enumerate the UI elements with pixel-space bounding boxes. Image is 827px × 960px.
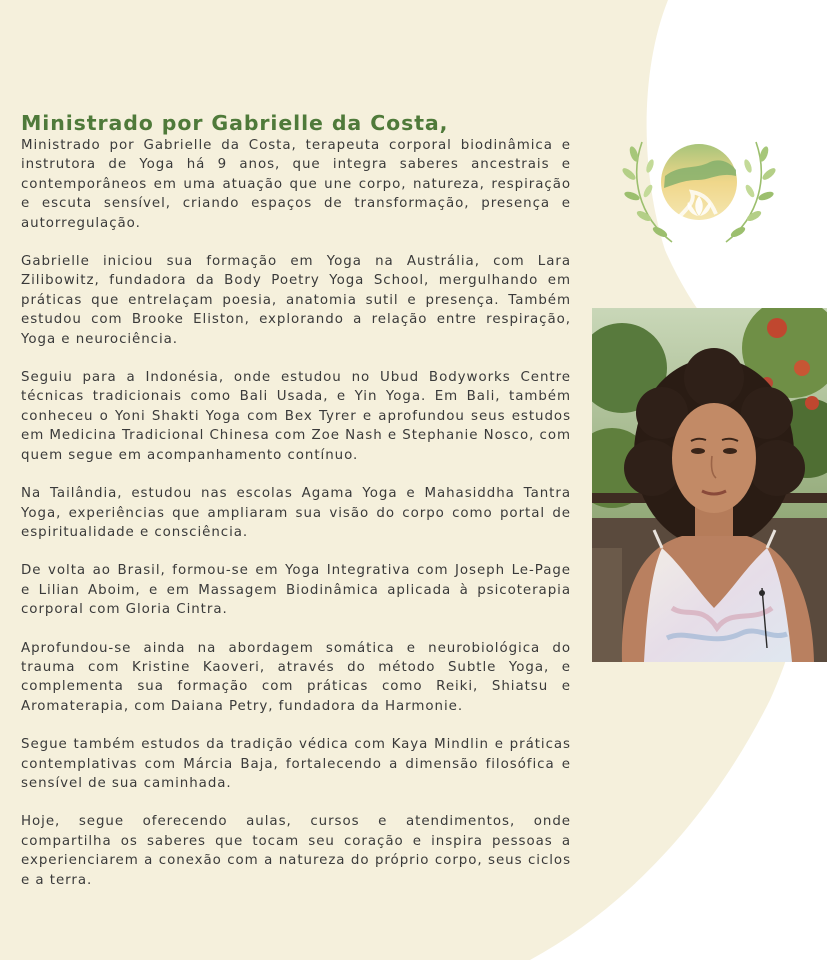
bio-paragraph-5: De volta ao Brasil, formou-se em Yoga Integrativa com Joseph Le-Page e Lilian Aboim, e em Massagem Biodinâmica aplicada à psicoterapia corporal com Gloria Cintra. — [21, 563, 571, 618]
bio-text-column — [21, 109, 571, 909]
bio-paragraph-1: Ministrado por Gabrielle da Costa, terapeuta corporal biodinâmica e instrutora de Yoga há 9 anos, que integra saberes ancestrais e contemporâneos em uma atuação que une corpo, natureza, respiração e escuta sensível, criando espaços de transformação, presença e autorregulação. — [21, 138, 571, 231]
portrait-photo — [592, 308, 827, 662]
page-heading: Ministrado por Gabrielle da Costa, — [21, 111, 449, 135]
bio-paragraph-2: Gabrielle iniciou sua formação em Yoga na Austrália, com Lara Zilibowitz, fundadora da Body Poetry Yoga School, mergulhando em práticas que entrelaçam poesia, anatomia sutil e presença. Também estudou com Brooke Eliston, explorando a relação entre respiração, Yoga e neurociência. — [21, 254, 571, 347]
leaf-wreath-logo-icon — [620, 136, 778, 252]
bio-paragraph-3: Seguiu para a Indonésia, onde estudou no Ubud Bodyworks Centre técnicas tradicionais como Bali Usada, e Yin Yoga. Em Bali, também conheceu o Yoni Shakti Yoga com Bex Tyrer e aprofundou seus estudos em Medicina Tradicional Chinesa com Zoe Nash e Stephanie Nosco, com quem segue em acompanhamento contínuo. — [21, 370, 571, 463]
bio-paragraph-6: Aprofundou-se ainda na abordagem somática e neurobiológica do trauma com Kristine Kaoveri, através do método Subtle Yoga, e complementa sua formação com práticas como Reiki, Shiatsu e Aromaterapia, com Daiana Petry, fundadora da Harmonie. — [21, 640, 571, 714]
bio-paragraph-7: Segue também estudos da tradição védica com Kaya Mindlin e práticas contemplativas com Márcia Baja, fortalecendo a dimensão filosófica e sensível de sua caminhada. — [21, 737, 571, 791]
bio-paragraph-8: Hoje, segue oferecendo aulas, cursos e atendimentos, onde compartilha os saberes que tocam seu coração e inspira pessoas a experienciarem a conexão com a natureza do próprio corpo, seus ciclos e a terra. — [21, 814, 571, 888]
bio-paragraph-4: Na Tailândia, estudou nas escolas Agama Yoga e Mahasiddha Tantra Yoga, experiências que ampliaram sua visão do corpo como portal de espiritualidade e consciência. — [21, 486, 571, 540]
portrait-illustration-icon — [592, 308, 827, 662]
